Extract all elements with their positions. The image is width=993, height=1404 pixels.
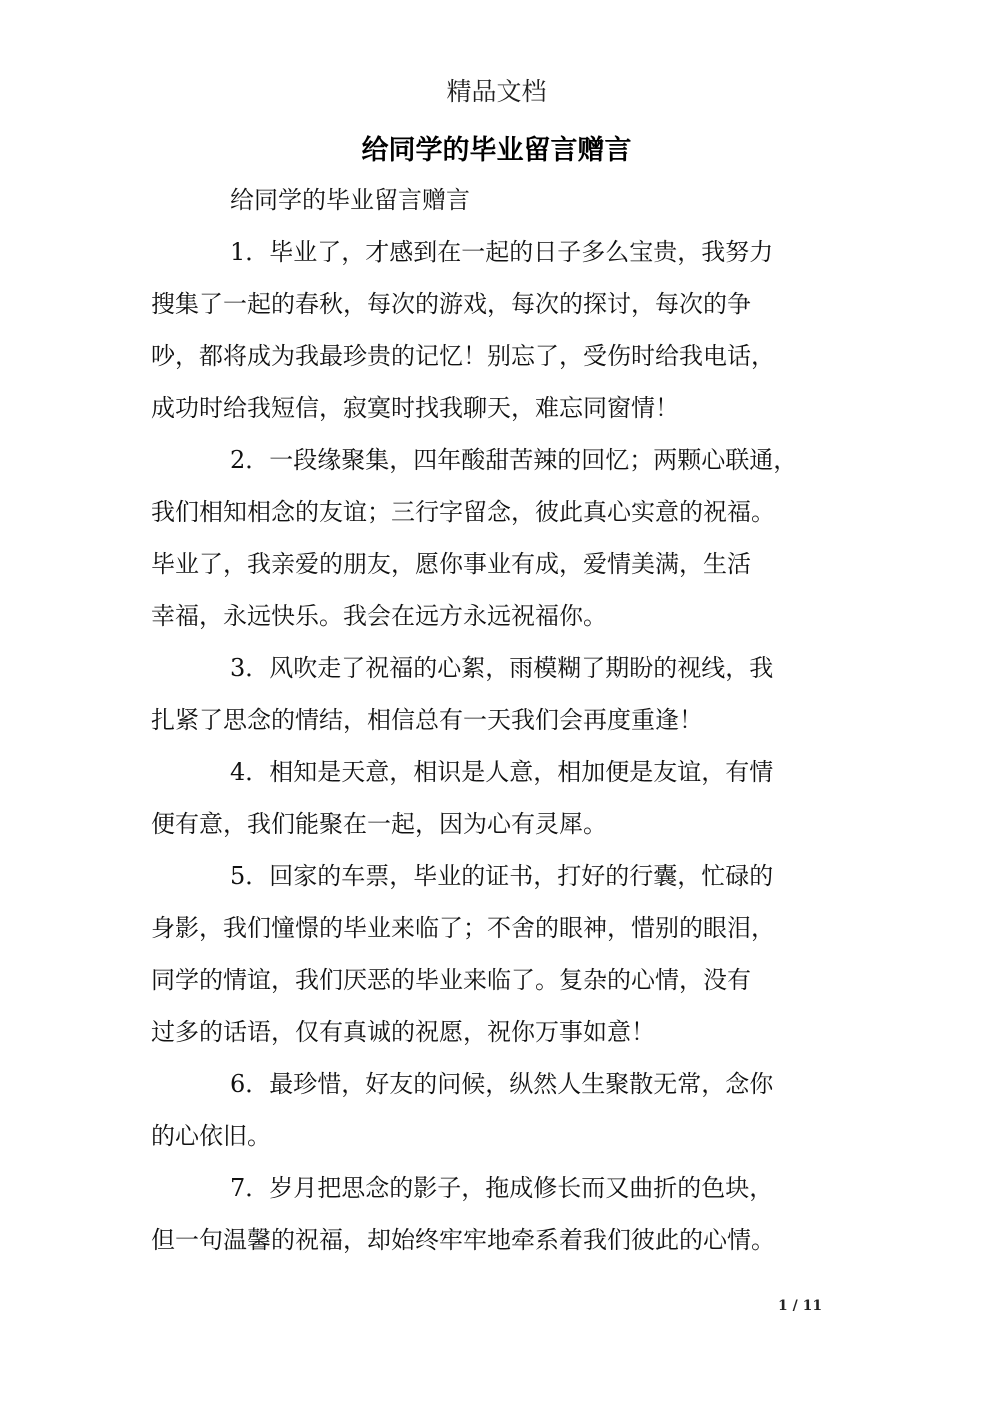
paragraph-line: 幸福，永远快乐。我会在远方永远祝福你。 — [151, 602, 607, 630]
paragraph-line: 身影，我们憧憬的毕业来临了；不舍的眼神，惜别的眼泪， — [151, 914, 775, 942]
paragraph-line: 搜集了一起的春秋，每次的游戏，每次的探讨，每次的争 — [151, 290, 751, 318]
paragraph-line: 1．毕业了，才感到在一起的日子多么宝贵，我努力 — [230, 238, 774, 266]
paragraph-line: 7．岁月把思念的影子，拖成修长而又曲折的色块， — [230, 1174, 774, 1202]
paragraph-line: 5．回家的车票，毕业的证书，打好的行囊，忙碌的 — [230, 862, 774, 890]
paragraph-line: 3．风吹走了祝福的心絮，雨模糊了期盼的视线，我 — [230, 654, 774, 682]
paragraph-line: 4．相知是天意，相识是人意，相加便是友谊，有情 — [230, 758, 774, 786]
page-header: 精品文档 — [446, 77, 547, 106]
paragraph-line: 的心依旧。 — [151, 1122, 271, 1150]
paragraph-line: 2．一段缘聚集，四年酸甜苦辣的回忆；两颗心联通， — [230, 446, 798, 474]
paragraph-line: 6．最珍惜，好友的问候，纵然人生聚散无常，念你 — [230, 1070, 774, 1098]
paragraph-line: 成功时给我短信，寂寞时找我聊天，难忘同窗情！ — [151, 394, 679, 422]
subtitle-line: 给同学的毕业留言赠言 — [230, 186, 470, 214]
document-title: 给同学的毕业留言赠言 — [361, 135, 632, 166]
paragraph-line: 吵，都将成为我最珍贵的记忆！别忘了，受伤时给我电话， — [151, 342, 775, 370]
paragraph-line: 扎紧了思念的情结，相信总有一天我们会再度重逢！ — [151, 706, 703, 734]
page-number: 1 / 11 — [778, 1298, 823, 1314]
paragraph-line: 毕业了，我亲爱的朋友，愿你事业有成，爱情美满，生活 — [151, 550, 751, 578]
paragraph-line: 过多的话语，仅有真诚的祝愿，祝你万事如意！ — [151, 1018, 655, 1046]
paragraph-line: 同学的情谊，我们厌恶的毕业来临了。复杂的心情，没有 — [151, 966, 751, 994]
paragraph-line: 便有意，我们能聚在一起，因为心有灵犀。 — [151, 810, 607, 838]
paragraph-line: 我们相知相念的友谊；三行字留念，彼此真心实意的祝福。 — [151, 498, 775, 526]
paragraph-line: 但一句温馨的祝福，却始终牢牢地牵系着我们彼此的心情。 — [151, 1226, 775, 1254]
